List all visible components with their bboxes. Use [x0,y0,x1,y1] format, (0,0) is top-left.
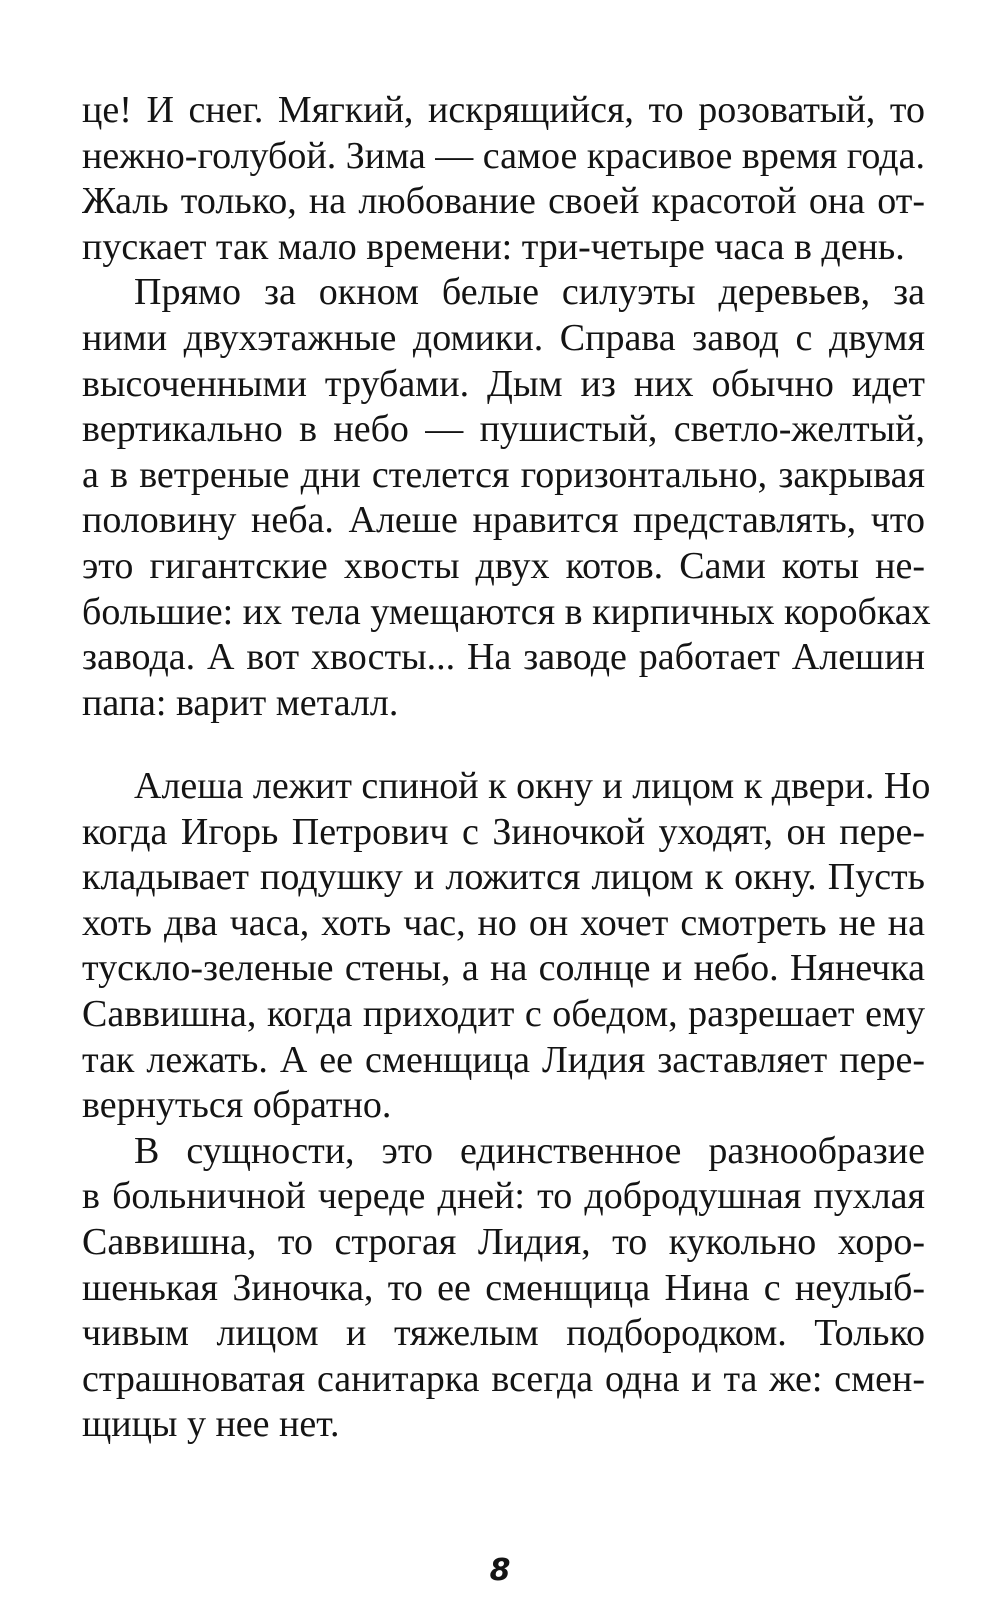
text-line: це! И снег. Мягкий, искрящийся, то розоватый, то [82,89,925,131]
text-line: кладывает подушку и ложится лицом к окну. Пусть [82,856,925,899]
text-line: Саввишна, то строгая Лидия, то кукольно хоро- [82,1220,925,1263]
paragraph [82,764,931,1129]
text-line: половину неба. Алеше нравится представлять, что [82,499,925,542]
text-section-2 [82,764,931,1448]
text-line: пускает так мало времени: три-четыре часа в день. [82,225,905,268]
text-line: большие: их тела умещаются в кирпичных коробках [82,590,931,633]
text-line: В сущности, это единственное разнообразие [134,1129,925,1172]
text-line: так лежать. А ее сменщица Лидия заставляет пере- [82,1038,925,1081]
text-line: папа: варит металл. [82,681,399,724]
text-line: а в ветреные дни стелется горизонтально, закрывая [82,453,925,496]
page-number: 8 [489,1553,511,1588]
paragraph [82,88,925,270]
text-line: шенькая Зиночка, то ее сменщица Нина с неулыб- [82,1266,925,1309]
text-line: страшноватая санитарка всегда одна и та же: смен- [82,1357,925,1400]
text-line: высоченными трубами. Дым из них обычно идет [82,362,925,405]
text-section-1 [82,88,931,726]
text-line: Жаль только, на любование своей красотой она от- [82,180,925,223]
text-line: вернуться обратно. [82,1084,392,1127]
text-line: Саввишна, когда приходит с обедом, разрешает ему [82,992,925,1035]
text-line: тускло-зеленые стены, а на солнце и небо. Нянечка [82,947,925,990]
paragraph [82,270,931,726]
text-line: вертикально в небо — пушистый, светло-желтый, [82,408,925,451]
text-line: когда Игорь Петрович с Зиночкой уходят, он пере- [82,810,925,853]
text-line: в больничной череде дней: то добродушная пухлая [82,1175,925,1218]
text-line: щицы у нее нет. [82,1403,340,1446]
text-line: завода. А вот хвосты... На заводе работает Алешин [82,636,925,679]
text-line: Прямо за окном белые силуэты деревьев, за [134,271,925,314]
text-line: хоть два часа, хоть час, но он хочет смотреть не на [82,901,925,944]
text-line: нежно-голубой. Зима — самое красивое время года. [82,134,925,177]
paragraph [82,1129,925,1448]
text-line: чивым лицом и тяжелым подбородком. Только [82,1312,925,1355]
text-line: это гигантские хвосты двух котов. Сами коты не- [82,544,925,587]
text-line: Алеша лежит спиной к окну и лицом к двери. Но [134,765,931,807]
text-line: ними двухэтажные домики. Справа завод с двумя [82,316,925,359]
